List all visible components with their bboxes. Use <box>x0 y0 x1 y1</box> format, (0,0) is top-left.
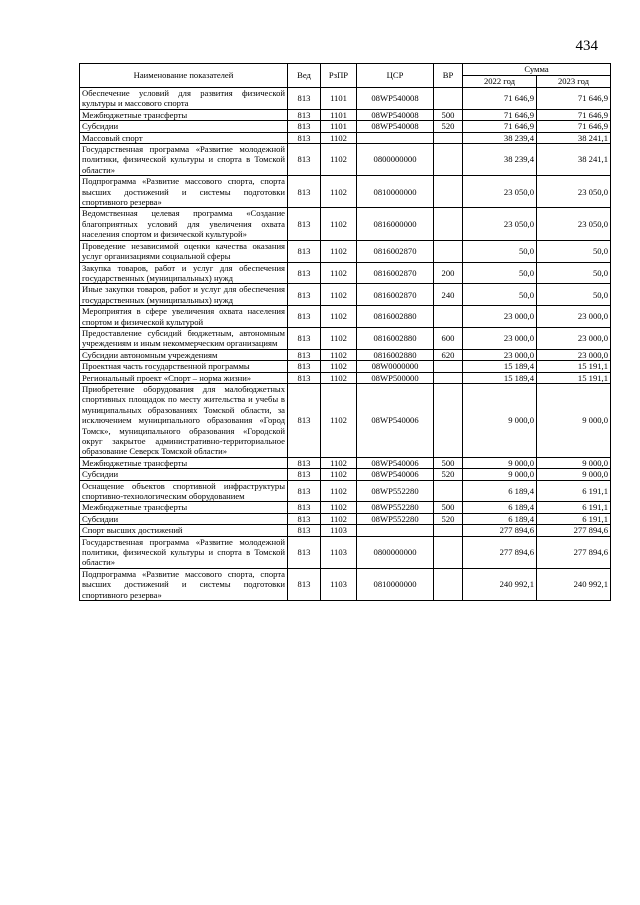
table-row <box>80 327 611 349</box>
cell-rzpr: 1102 <box>321 144 357 176</box>
cell-2023: 71 646,9 <box>537 121 611 132</box>
cell-vr <box>434 208 463 240</box>
cell-rzpr: 1102 <box>321 502 357 513</box>
cell-csr: 08WP552280 <box>357 513 434 524</box>
cell-vr <box>434 132 463 143</box>
cell-2022: 23 050,0 <box>463 176 537 208</box>
cell-2022: 240 992,1 <box>463 568 537 600</box>
cell-vr <box>434 306 463 328</box>
cell-rzpr: 1102 <box>321 372 357 383</box>
cell-name: Субсидии автономным учреждениям <box>80 349 288 360</box>
cell-rzpr: 1102 <box>321 349 357 360</box>
cell-csr: 0816002870 <box>357 262 434 284</box>
cell-2022: 277 894,6 <box>463 525 537 536</box>
cell-rzpr: 1102 <box>321 306 357 328</box>
cell-csr: 08WP540006 <box>357 469 434 480</box>
cell-ved: 813 <box>288 176 321 208</box>
cell-rzpr: 1102 <box>321 513 357 524</box>
cell-2022: 50,0 <box>463 284 537 306</box>
cell-rzpr: 1101 <box>321 109 357 120</box>
cell-2023: 240 992,1 <box>537 568 611 600</box>
table-row <box>80 284 611 306</box>
cell-2022: 6 189,4 <box>463 480 537 502</box>
cell-ved: 813 <box>288 306 321 328</box>
cell-2022: 6 189,4 <box>463 502 537 513</box>
cell-rzpr: 1102 <box>321 132 357 143</box>
cell-vr <box>434 240 463 262</box>
cell-vr <box>434 361 463 372</box>
cell-csr: 0816002880 <box>357 349 434 360</box>
cell-rzpr: 1102 <box>321 469 357 480</box>
cell-2023: 6 191,1 <box>537 480 611 502</box>
cell-rzpr: 1103 <box>321 536 357 568</box>
cell-2023: 38 241,1 <box>537 132 611 143</box>
cell-csr: 08WP552280 <box>357 502 434 513</box>
cell-vr <box>434 372 463 383</box>
cell-name: Проведение независимой оценки качества оказания услуг организациями социальной сферы <box>80 240 288 262</box>
cell-2022: 71 646,9 <box>463 88 537 110</box>
cell-csr: 08WP540006 <box>357 383 434 457</box>
cell-csr: 0800000000 <box>357 536 434 568</box>
table-row <box>80 208 611 240</box>
cell-ved: 813 <box>288 536 321 568</box>
cell-name: Массовый спорт <box>80 132 288 143</box>
cell-ved: 813 <box>288 383 321 457</box>
table-row <box>80 502 611 513</box>
cell-vr <box>434 525 463 536</box>
cell-2022: 23 000,0 <box>463 306 537 328</box>
cell-2023: 9 000,0 <box>537 383 611 457</box>
table-row <box>80 121 611 132</box>
cell-2022: 15 189,4 <box>463 361 537 372</box>
cell-ved: 813 <box>288 121 321 132</box>
cell-ved: 813 <box>288 525 321 536</box>
cell-2023: 50,0 <box>537 262 611 284</box>
table-row <box>80 88 611 110</box>
cell-name: Подпрограмма «Развитие массового спорта, спорта высших достижений и системы подготовки спортивного резерва» <box>80 176 288 208</box>
cell-name: Субсидии <box>80 513 288 524</box>
cell-rzpr: 1102 <box>321 457 357 468</box>
cell-vr <box>434 88 463 110</box>
cell-vr <box>434 568 463 600</box>
cell-rzpr: 1102 <box>321 327 357 349</box>
header-2023: 2023 год <box>537 76 611 88</box>
cell-ved: 813 <box>288 372 321 383</box>
cell-vr: 620 <box>434 349 463 360</box>
cell-2023: 23 000,0 <box>537 349 611 360</box>
cell-2022: 9 000,0 <box>463 383 537 457</box>
cell-2023: 15 191,1 <box>537 372 611 383</box>
cell-vr: 600 <box>434 327 463 349</box>
header-rzpr: РзПР <box>321 64 357 88</box>
cell-rzpr: 1102 <box>321 176 357 208</box>
cell-name: Межбюджетные трансферты <box>80 109 288 120</box>
cell-2022: 71 646,9 <box>463 109 537 120</box>
cell-vr <box>434 383 463 457</box>
cell-rzpr: 1103 <box>321 568 357 600</box>
cell-2023: 23 000,0 <box>537 327 611 349</box>
cell-2022: 50,0 <box>463 262 537 284</box>
cell-rzpr: 1102 <box>321 361 357 372</box>
cell-2023: 38 241,1 <box>537 144 611 176</box>
cell-name: Межбюджетные трансферты <box>80 457 288 468</box>
cell-vr: 520 <box>434 469 463 480</box>
cell-csr: 08WP540008 <box>357 121 434 132</box>
cell-2023: 15 191,1 <box>537 361 611 372</box>
cell-2023: 6 191,1 <box>537 513 611 524</box>
header-sum: Сумма <box>463 64 611 76</box>
cell-csr: 08W0000000 <box>357 361 434 372</box>
cell-ved: 813 <box>288 208 321 240</box>
header-ved: Вед <box>288 64 321 88</box>
cell-rzpr: 1102 <box>321 284 357 306</box>
cell-ved: 813 <box>288 109 321 120</box>
cell-2023: 50,0 <box>537 240 611 262</box>
cell-csr: 0800000000 <box>357 144 434 176</box>
cell-csr <box>357 525 434 536</box>
cell-vr <box>434 144 463 176</box>
page-number: 434 <box>575 38 598 54</box>
cell-vr <box>434 536 463 568</box>
cell-2022: 38 239,4 <box>463 144 537 176</box>
cell-2023: 9 000,0 <box>537 469 611 480</box>
cell-2022: 9 000,0 <box>463 457 537 468</box>
table-row <box>80 568 611 600</box>
cell-vr: 520 <box>434 121 463 132</box>
cell-rzpr: 1103 <box>321 525 357 536</box>
header-row <box>80 64 611 76</box>
cell-2022: 277 894,6 <box>463 536 537 568</box>
table-row <box>80 525 611 536</box>
cell-name: Субсидии <box>80 121 288 132</box>
cell-vr: 520 <box>434 513 463 524</box>
cell-csr: 0816000000 <box>357 208 434 240</box>
table-row <box>80 306 611 328</box>
cell-vr: 500 <box>434 457 463 468</box>
cell-2023: 71 646,9 <box>537 109 611 120</box>
cell-2023: 277 894,6 <box>537 536 611 568</box>
cell-2023: 23 050,0 <box>537 208 611 240</box>
cell-name: Иные закупки товаров, работ и услуг для обеспечения государственных (муниципальных) нужд <box>80 284 288 306</box>
cell-2023: 9 000,0 <box>537 457 611 468</box>
cell-csr: 08WP552280 <box>357 480 434 502</box>
table-row <box>80 109 611 120</box>
cell-name: Мероприятия в сфере увеличения охвата населения спортом и физической культурой <box>80 306 288 328</box>
cell-rzpr: 1102 <box>321 383 357 457</box>
table-row <box>80 383 611 457</box>
cell-vr <box>434 480 463 502</box>
cell-ved: 813 <box>288 284 321 306</box>
cell-name: Государственная программа «Развитие молодежной политики, физической культуры и спорта в Томской области» <box>80 144 288 176</box>
cell-name: Ведомственная целевая программа «Создание благоприятных условий для увеличения охвата населения спортом и физической культурой» <box>80 208 288 240</box>
table-row <box>80 262 611 284</box>
header-vr: ВР <box>434 64 463 88</box>
cell-csr: 0816002870 <box>357 284 434 306</box>
header-2022: 2022 год <box>463 76 537 88</box>
cell-2023: 23 050,0 <box>537 176 611 208</box>
cell-name: Приобретение оборудования для малобюджетных спортивных площадок по месту жительства и учебы в муниципальных образованиях Томской области, за исключением муниципального образования «Город Томск», муниципального образования «Городской округ закрытое административно-территориальное образование Северск Томской области» <box>80 383 288 457</box>
cell-csr <box>357 132 434 143</box>
header-name: Наименование показателей <box>80 64 288 88</box>
cell-ved: 813 <box>288 349 321 360</box>
cell-2022: 6 189,4 <box>463 513 537 524</box>
cell-rzpr: 1102 <box>321 240 357 262</box>
cell-2023: 23 000,0 <box>537 306 611 328</box>
cell-2022: 38 239,4 <box>463 132 537 143</box>
cell-ved: 813 <box>288 469 321 480</box>
cell-csr: 08WP540008 <box>357 109 434 120</box>
cell-name: Региональный проект «Спорт – норма жизни» <box>80 372 288 383</box>
table-row <box>80 349 611 360</box>
cell-rzpr: 1102 <box>321 208 357 240</box>
cell-name: Спорт высших достижений <box>80 525 288 536</box>
cell-2023: 6 191,1 <box>537 502 611 513</box>
table-row <box>80 457 611 468</box>
cell-2022: 9 000,0 <box>463 469 537 480</box>
cell-vr <box>434 176 463 208</box>
budget-table <box>79 63 611 601</box>
cell-csr: 0816002870 <box>357 240 434 262</box>
cell-vr: 240 <box>434 284 463 306</box>
table-row <box>80 240 611 262</box>
cell-2022: 71 646,9 <box>463 121 537 132</box>
table-row <box>80 480 611 502</box>
table-row <box>80 132 611 143</box>
cell-rzpr: 1101 <box>321 121 357 132</box>
cell-rzpr: 1102 <box>321 480 357 502</box>
table-row <box>80 361 611 372</box>
cell-2022: 23 050,0 <box>463 208 537 240</box>
cell-2022: 15 189,4 <box>463 372 537 383</box>
cell-csr: 0810000000 <box>357 568 434 600</box>
cell-ved: 813 <box>288 361 321 372</box>
cell-ved: 813 <box>288 144 321 176</box>
cell-ved: 813 <box>288 513 321 524</box>
cell-2023: 71 646,9 <box>537 88 611 110</box>
cell-name: Межбюджетные трансферты <box>80 502 288 513</box>
table-row <box>80 144 611 176</box>
cell-2023: 277 894,6 <box>537 525 611 536</box>
cell-ved: 813 <box>288 457 321 468</box>
cell-2022: 50,0 <box>463 240 537 262</box>
cell-name: Подпрограмма «Развитие массового спорта, спорта высших достижений и системы подготовки спортивного резерва» <box>80 568 288 600</box>
table-body <box>80 88 611 601</box>
cell-rzpr: 1102 <box>321 262 357 284</box>
cell-name: Проектная часть государственной программы <box>80 361 288 372</box>
cell-name: Закупка товаров, работ и услуг для обеспечения государственных (муниципальных) нужд <box>80 262 288 284</box>
cell-name: Государственная программа «Развитие молодежной политики, физической культуры и спорта в Томской области» <box>80 536 288 568</box>
cell-ved: 813 <box>288 262 321 284</box>
table-row <box>80 176 611 208</box>
table-row <box>80 469 611 480</box>
header-csr: ЦСР <box>357 64 434 88</box>
cell-csr: 0816002880 <box>357 327 434 349</box>
cell-ved: 813 <box>288 88 321 110</box>
cell-2022: 23 000,0 <box>463 349 537 360</box>
cell-csr: 08WP500000 <box>357 372 434 383</box>
cell-csr: 08WP540008 <box>357 88 434 110</box>
cell-vr: 200 <box>434 262 463 284</box>
table-row <box>80 372 611 383</box>
cell-2022: 23 000,0 <box>463 327 537 349</box>
cell-name: Предоставление субсидий бюджетным, автономным учреждениям и иным некоммерческим организациям <box>80 327 288 349</box>
table-row <box>80 536 611 568</box>
cell-vr: 500 <box>434 502 463 513</box>
cell-rzpr: 1101 <box>321 88 357 110</box>
cell-csr: 0816002880 <box>357 306 434 328</box>
cell-ved: 813 <box>288 240 321 262</box>
cell-vr: 500 <box>434 109 463 120</box>
cell-ved: 813 <box>288 502 321 513</box>
cell-ved: 813 <box>288 327 321 349</box>
cell-2023: 50,0 <box>537 284 611 306</box>
table-row <box>80 513 611 524</box>
cell-ved: 813 <box>288 132 321 143</box>
cell-csr: 08WP540006 <box>357 457 434 468</box>
cell-name: Оснащение объектов спортивной инфраструктуры спортивно-технологическим оборудованием <box>80 480 288 502</box>
cell-ved: 813 <box>288 568 321 600</box>
cell-csr: 0810000000 <box>357 176 434 208</box>
cell-name: Субсидии <box>80 469 288 480</box>
cell-name: Обеспечение условий для развития физической культуры и массового спорта <box>80 88 288 110</box>
cell-ved: 813 <box>288 480 321 502</box>
